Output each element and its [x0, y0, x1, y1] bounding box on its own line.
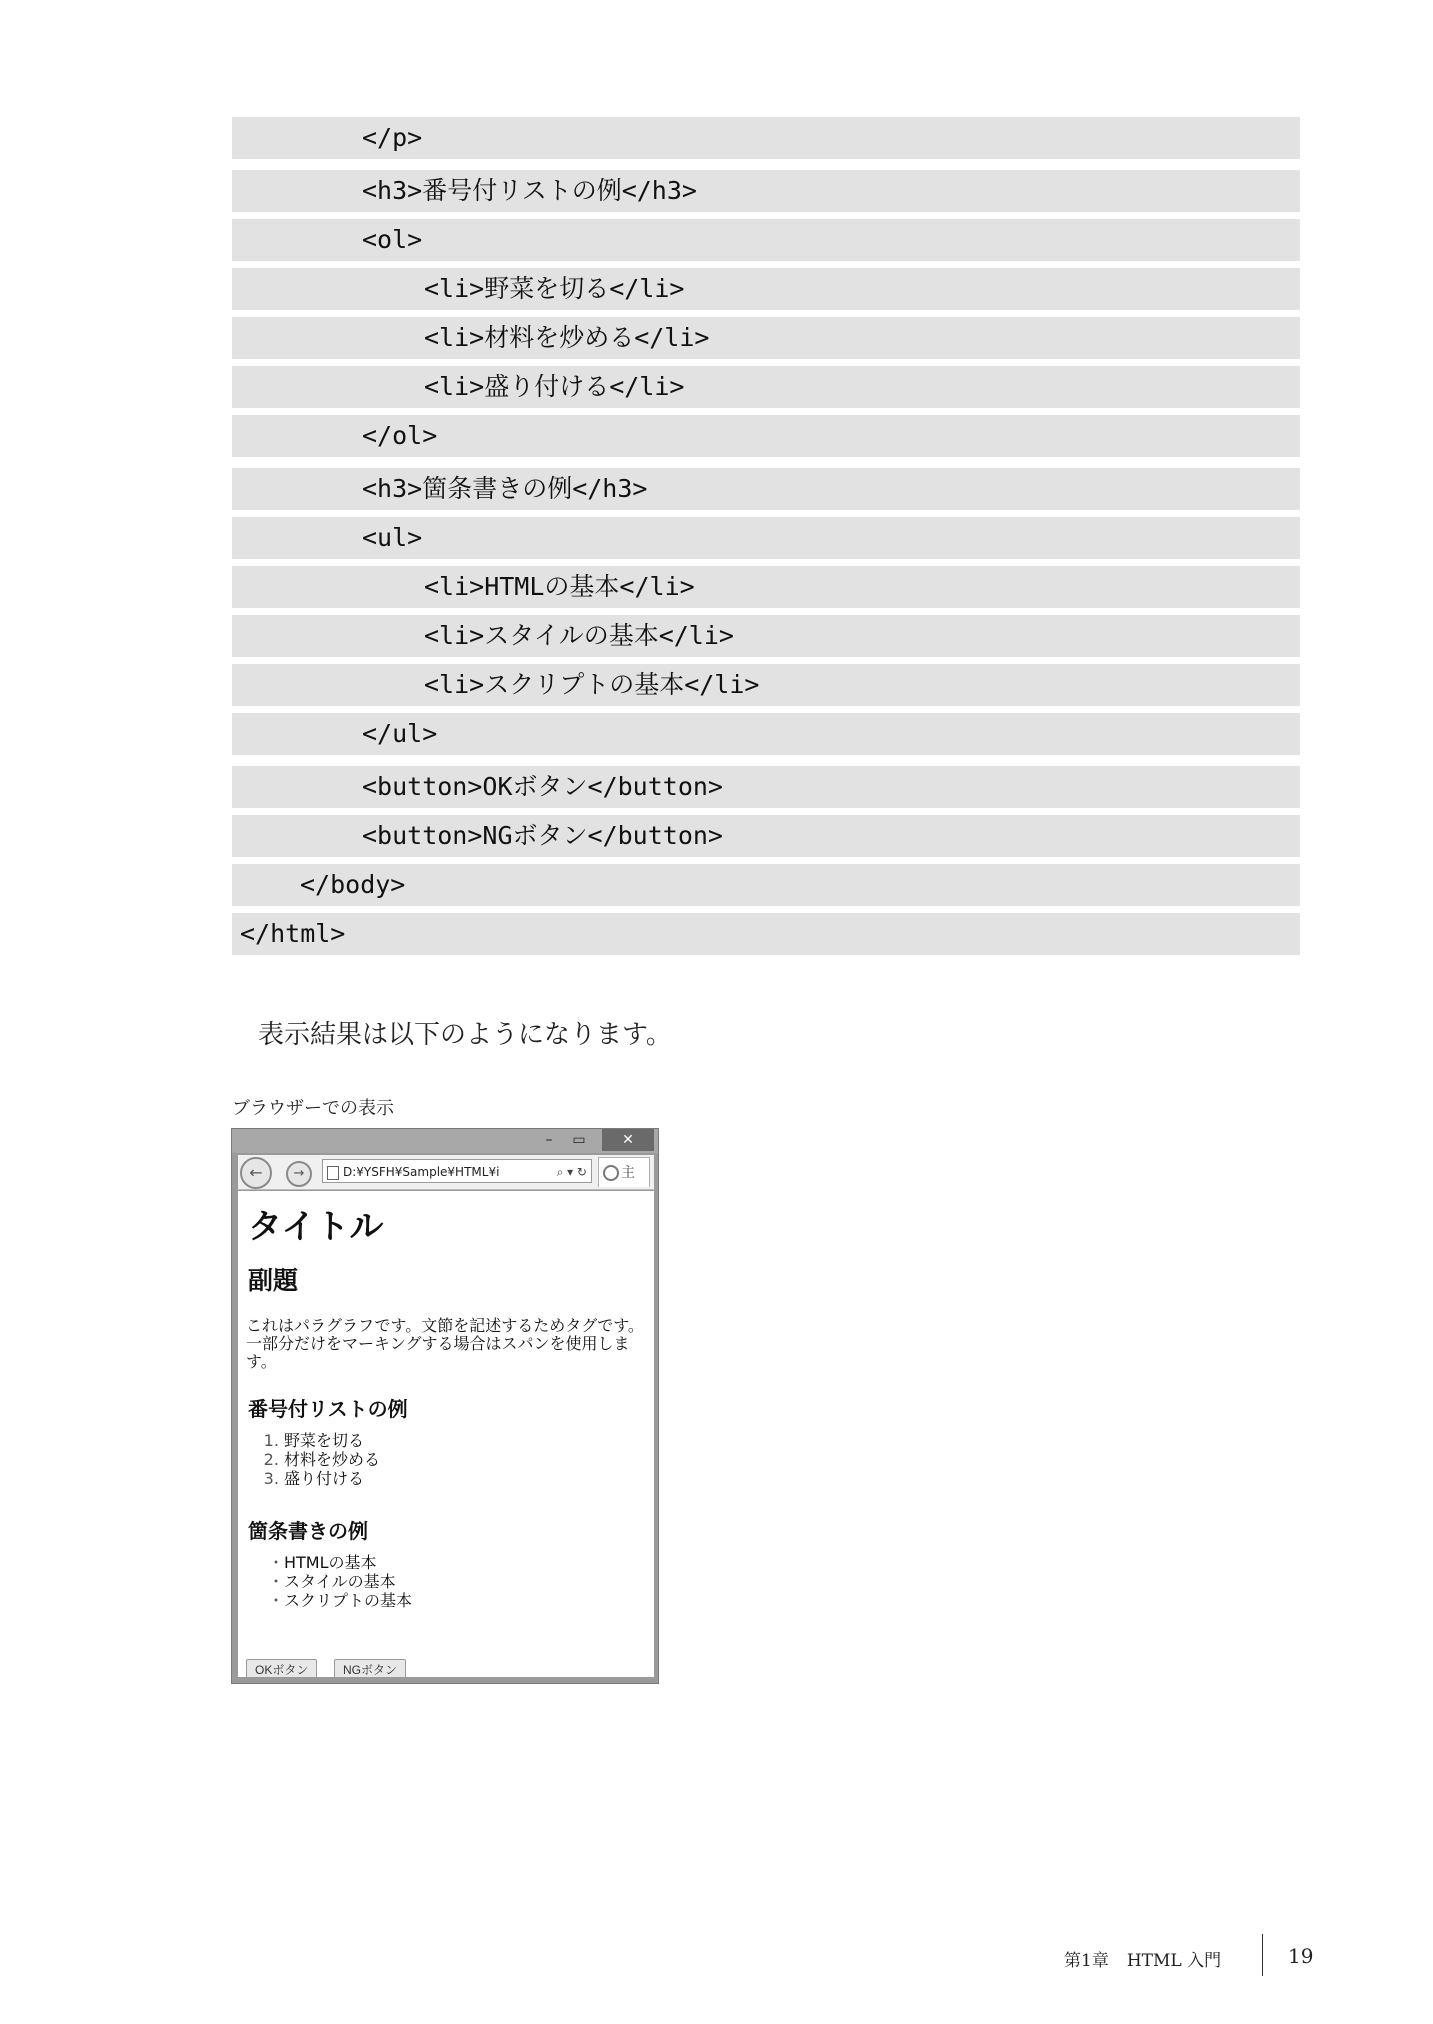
page-number: 19: [1288, 1944, 1314, 1968]
page-title: タイトル: [248, 1207, 384, 1247]
browser-tab[interactable]: [598, 1157, 650, 1187]
ok-button[interactable]: OKボタン: [246, 1659, 317, 1677]
code-line: </body>: [232, 864, 1300, 906]
address-controls[interactable]: ⌕ ▾ ↻: [557, 1160, 587, 1183]
chapter-title: HTML 入門: [1126, 1951, 1222, 1971]
list-item: ・ スクリプトの基本: [284, 1591, 412, 1610]
address-text: D:¥YSFH¥Sample¥HTML¥i: [343, 1165, 500, 1179]
ng-button[interactable]: NGボタン: [334, 1659, 406, 1677]
tab-label: 主: [621, 1165, 635, 1181]
list-item: 1. 野菜を切る: [284, 1431, 380, 1450]
code-line: <li>盛り付ける</li>: [232, 366, 1300, 408]
navigation-bar: [238, 1155, 654, 1190]
code-line: <li>野菜を切る</li>: [232, 268, 1300, 310]
list-item: ・ HTMLの基本: [284, 1553, 412, 1572]
ul-heading: 箇条書きの例: [248, 1519, 368, 1543]
code-line: <ol>: [232, 219, 1300, 261]
code-line: <h3>箇条書きの例</h3>: [232, 468, 1300, 510]
close-icon[interactable]: ✕: [602, 1129, 654, 1151]
footer-chapter: [1064, 1946, 1221, 1971]
code-line: </html>: [232, 913, 1300, 955]
back-icon[interactable]: ←: [240, 1157, 272, 1189]
code-line: <h3>番号付リストの例</h3>: [232, 170, 1300, 212]
ie-icon: [603, 1165, 619, 1181]
code-line: <button>OKボタン</button>: [232, 766, 1300, 808]
page-viewport: [238, 1191, 654, 1677]
code-line: <li>材料を炒める</li>: [232, 317, 1300, 359]
code-line: <li>スクリプトの基本</li>: [232, 664, 1300, 706]
code-line: </ol>: [232, 415, 1300, 457]
list-item: 3. 盛り付ける: [284, 1469, 380, 1488]
code-line: <ul>: [232, 517, 1300, 559]
page-icon: [327, 1166, 339, 1180]
maximize-icon[interactable]: ▭: [572, 1132, 586, 1148]
forward-icon[interactable]: →: [286, 1161, 312, 1187]
unordered-list: [264, 1553, 412, 1610]
code-line: <li>スタイルの基本</li>: [232, 615, 1300, 657]
footer-divider: [1262, 1934, 1263, 1976]
page-subtitle: 副題: [248, 1266, 299, 1295]
ol-heading: 番号付リストの例: [248, 1397, 408, 1421]
code-line: </p>: [232, 117, 1300, 159]
paragraph: これはパラグラフです。文節を記述するためタグです。一部分だけをマーキングする場合はスパンを使用します。: [246, 1316, 644, 1371]
figure-caption: ブラウザーでの表示: [232, 1098, 394, 1119]
body-text: 表示結果は以下のようになります。: [258, 1020, 672, 1050]
list-item: ・ スタイルの基本: [284, 1572, 412, 1591]
chapter-number: 第1章: [1064, 1951, 1109, 1971]
minimize-icon[interactable]: –: [545, 1132, 553, 1148]
code-line: </ul>: [232, 713, 1300, 755]
code-line: <button>NGボタン</button>: [232, 815, 1300, 857]
title-bar: [232, 1129, 658, 1153]
browser-window: [231, 1128, 659, 1684]
code-line: <li>HTMLの基本</li>: [232, 566, 1300, 608]
list-item: 2. 材料を炒める: [284, 1450, 380, 1469]
ordered-list: [264, 1431, 380, 1488]
address-bar[interactable]: [322, 1159, 592, 1183]
code-listing: [232, 117, 1300, 962]
